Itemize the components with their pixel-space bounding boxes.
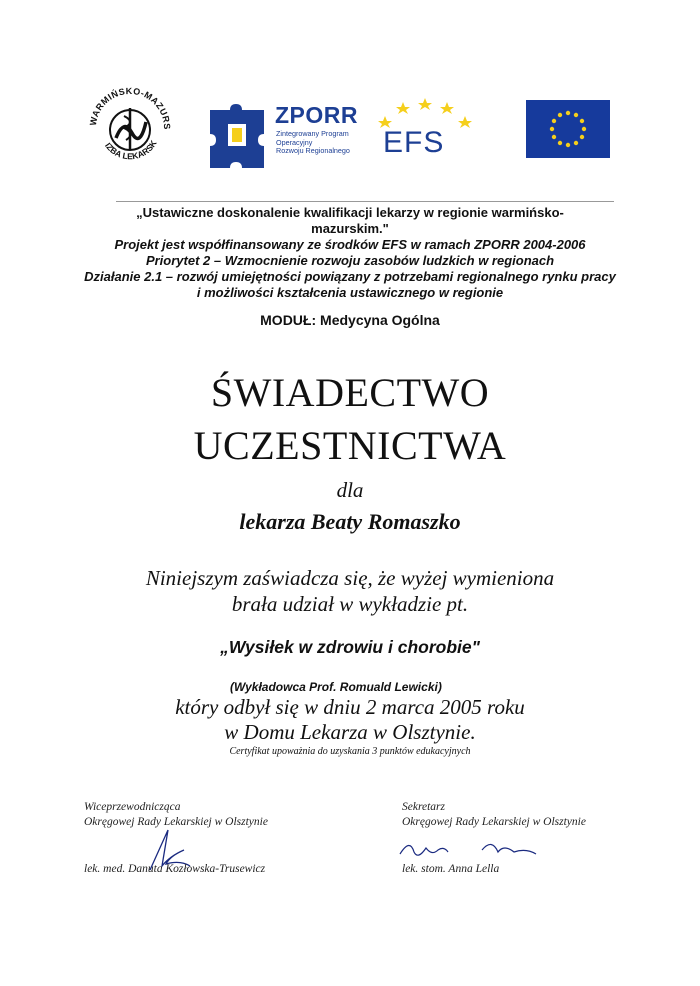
project-title-line: mazurskim." — [311, 221, 389, 236]
statement-line: Niniejszym zaświadcza się, że wyżej wymieniona — [145, 566, 555, 590]
lecture-title: „Wysiłek w zdrowiu i chorobie" — [220, 637, 480, 657]
statement-line: brała udział w wykładzie pt. — [231, 592, 469, 616]
certificate-title: UCZESTNICTWA — [193, 423, 507, 468]
project-title-line: „Ustawiczne doskonalenie kwalifikacji lekarzy w regionie warmińsko- — [136, 205, 564, 220]
signature-right — [402, 800, 586, 830]
event-line: który odbył się w dniu 2 marca 2005 roku — [175, 695, 525, 719]
recipient-name: lekarza Beaty Romaszko — [239, 509, 461, 534]
project-action-line: Działanie 2.1 – rozwój umiejętności powiązany z potrzebami regionalnego rynku pracy — [84, 269, 616, 284]
eu-flag — [526, 100, 610, 158]
svg-text:IZBA LEKARSKA: IZBA LEKARSK — [103, 138, 159, 162]
module-line — [0, 312, 700, 328]
zporr-logo — [208, 100, 368, 170]
signature-name: lek. stom. Anna Lella — [402, 863, 500, 875]
signature-org: Okręgowej Rady Lekarskiej w Olsztynie — [402, 816, 586, 828]
zporr-subtitle — [276, 130, 366, 156]
module-value: Medycyna Ogólna — [320, 312, 440, 328]
puzzle-icon — [208, 104, 268, 170]
module-label: MODUŁ: — [260, 312, 317, 328]
handwritten-signature-right — [396, 834, 546, 864]
lecturer: (Wykładowca Prof. Romuald Lewicki) — [230, 680, 442, 694]
efs-logo — [375, 98, 475, 160]
efs-text: EFS — [383, 126, 445, 159]
stars-icon — [375, 98, 475, 128]
signature-name: lek. med. Danuta Kozłowska-Trusewicz — [84, 863, 266, 875]
project-funding-line: Projekt jest współfinansowany ze środków EFS w ramach ZPORR 2004-2006 — [114, 237, 586, 252]
signature-role: Sekretarz — [402, 801, 446, 813]
signature-org: Okręgowej Rady Lekarskiej w Olsztynie — [84, 816, 268, 828]
certificate-title: ŚWIADECTWO — [210, 370, 490, 415]
project-priority-line: Priorytet 2 – Wzmocnienie rozwoju zasobów ludzkich w regionach — [145, 253, 555, 268]
zporr-subtitle-line: Rozwoju Regionalnego — [276, 146, 350, 156]
zporr-subtitle-line: Zintegrowany Program — [276, 129, 349, 138]
signature-role: Wiceprzewodnicząca — [84, 801, 181, 813]
zporr-title: ZPORR — [275, 102, 358, 128]
divider — [116, 201, 614, 202]
project-action-line: i możliwości kształcenia ustawicznego w regionie — [196, 285, 504, 300]
event-line: w Domu Lekarza w Olsztynie. — [224, 720, 476, 744]
for-word: dla — [336, 478, 364, 502]
svg-text:WARMIŃSKO-MAZURSKA: WARMIŃSKO-MAZURS — [87, 85, 173, 131]
certificate-note: Certyfikat upoważnia do uzyskania 3 punktów edukacyjnych — [229, 746, 471, 757]
zporr-subtitle-line: Operacyjny — [276, 137, 313, 147]
chamber-logo — [84, 78, 176, 170]
